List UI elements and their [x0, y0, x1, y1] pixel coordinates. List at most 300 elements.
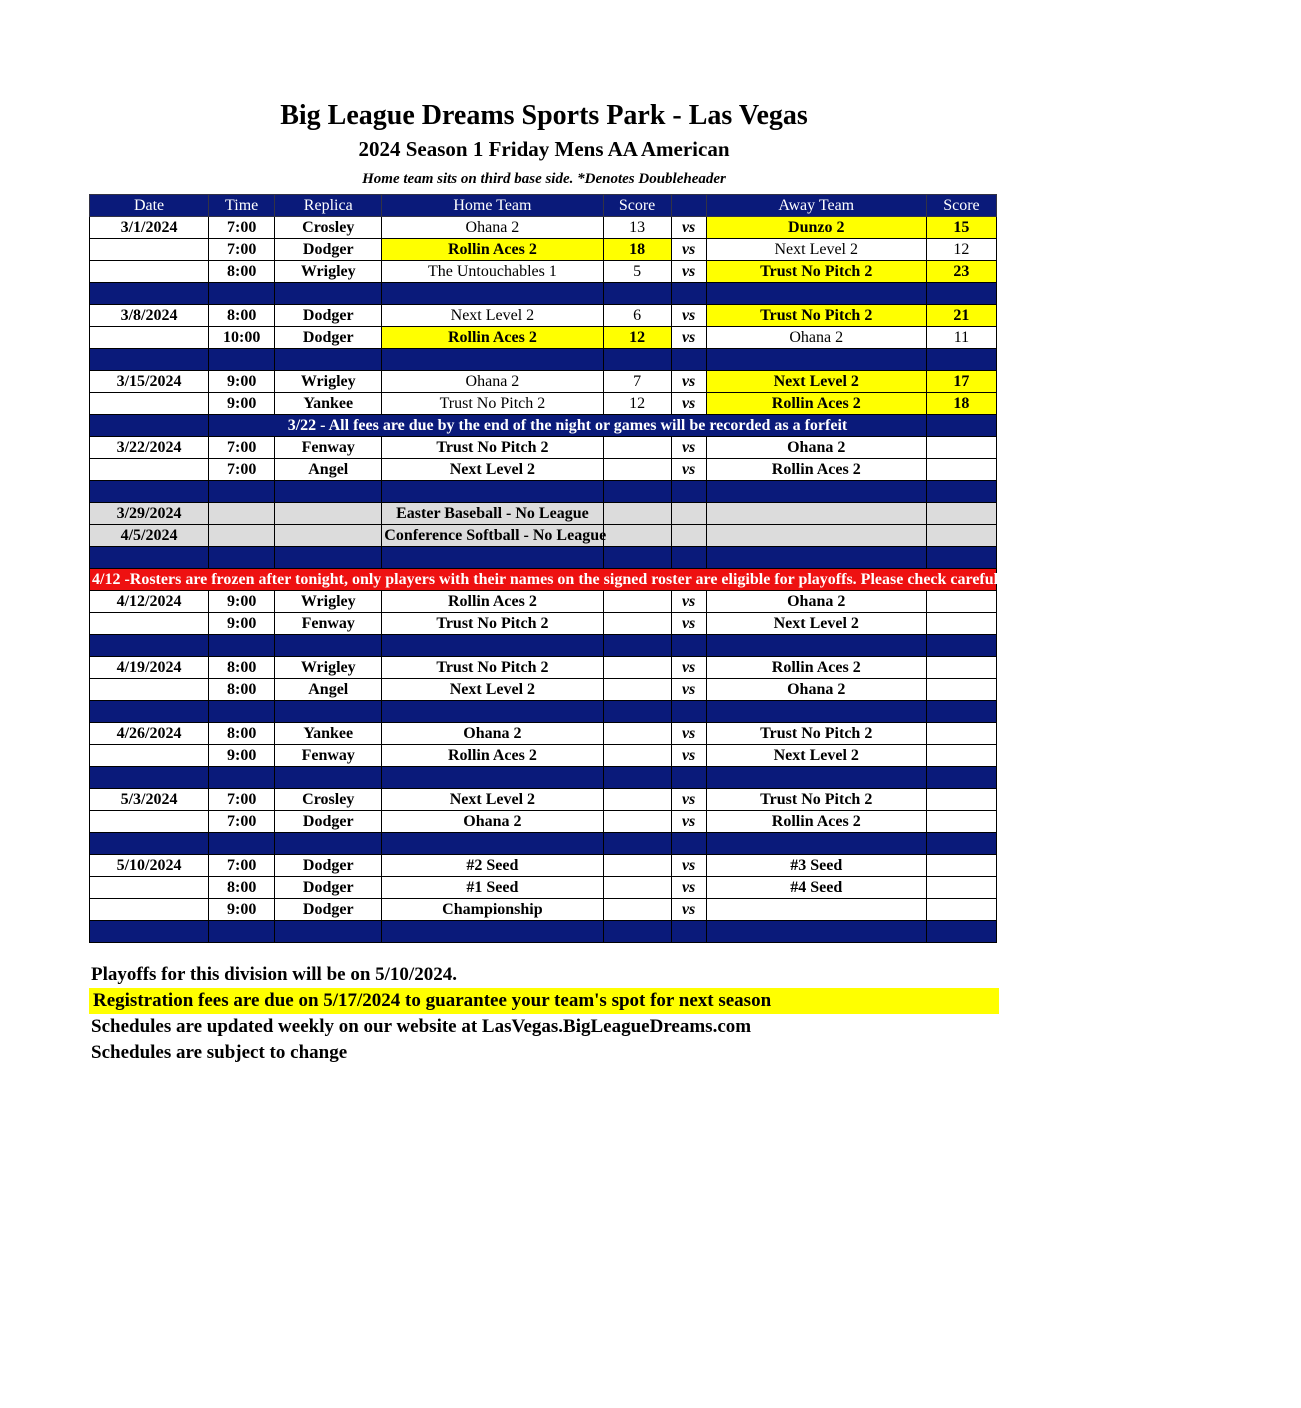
game-time: 8:00 — [209, 723, 275, 745]
separator-cell — [209, 635, 275, 657]
game-date: 3/22/2024 — [90, 437, 209, 459]
week-separator — [90, 283, 997, 305]
game-date: 3/15/2024 — [90, 371, 209, 393]
separator-cell — [275, 547, 382, 569]
game-row — [90, 459, 997, 481]
separator-cell — [603, 701, 671, 723]
separator-cell — [275, 833, 382, 855]
vs-label: vs — [671, 613, 706, 635]
page-title: Big League Dreams Sports Park - Las Vegas — [280, 100, 808, 131]
separator-cell — [926, 767, 996, 789]
separator-cell — [671, 701, 706, 723]
separator-cell — [926, 635, 996, 657]
game-date — [90, 745, 209, 767]
home-team: Next Level 2 — [382, 305, 603, 327]
away-score — [926, 877, 996, 899]
off-cell — [706, 503, 926, 525]
home-score — [603, 437, 671, 459]
col-time: Time — [209, 195, 275, 217]
separator-cell — [90, 349, 209, 371]
separator-cell — [209, 547, 275, 569]
separator-cell — [926, 921, 996, 943]
game-replica: Dodger — [275, 877, 382, 899]
game-replica: Dodger — [275, 855, 382, 877]
away-team: Rollin Aces 2 — [706, 393, 926, 415]
home-team: Ohana 2 — [382, 723, 603, 745]
notice-blank — [90, 415, 209, 437]
separator-cell — [90, 921, 209, 943]
home-score — [603, 789, 671, 811]
separator-cell — [671, 921, 706, 943]
roster-freeze-text: 4/12 -Rosters are frozen after tonight, only players with their names on the signed roster are eligible for playoffs. Please check carefully as changes will not be made for omissions. — [90, 569, 997, 591]
separator-cell — [671, 767, 706, 789]
week-separator — [90, 921, 997, 943]
game-time: 7:00 — [209, 855, 275, 877]
home-team: Trust No Pitch 2 — [382, 657, 603, 679]
home-score: 12 — [603, 393, 671, 415]
vs-label: vs — [671, 811, 706, 833]
away-team: Trust No Pitch 2 — [706, 789, 926, 811]
game-row — [90, 877, 997, 899]
game-replica: Fenway — [275, 745, 382, 767]
game-date — [90, 393, 209, 415]
separator-cell — [382, 921, 603, 943]
separator-cell — [671, 349, 706, 371]
website-note: Schedules are updated weekly on our website at LasVegas.BigLeagueDreams.com — [91, 1016, 752, 1037]
separator-cell — [706, 349, 926, 371]
separator-cell — [90, 547, 209, 569]
col-replica: Replica — [275, 195, 382, 217]
game-date — [90, 613, 209, 635]
home-score — [603, 899, 671, 921]
away-score — [926, 679, 996, 701]
home-team: Ohana 2 — [382, 811, 603, 833]
separator-cell — [603, 283, 671, 305]
vs-label: vs — [671, 371, 706, 393]
vs-label: vs — [671, 459, 706, 481]
separator-cell — [90, 283, 209, 305]
separator-cell — [706, 833, 926, 855]
away-team: Rollin Aces 2 — [706, 811, 926, 833]
separator-cell — [706, 283, 926, 305]
separator-cell — [275, 921, 382, 943]
off-cell — [275, 503, 382, 525]
home-score — [603, 811, 671, 833]
separator-cell — [926, 481, 996, 503]
home-score: 7 — [603, 371, 671, 393]
game-replica: Crosley — [275, 217, 382, 239]
separator-cell — [706, 481, 926, 503]
away-team: #4 Seed — [706, 877, 926, 899]
off-date: 3/29/2024 — [90, 503, 209, 525]
game-row — [90, 261, 997, 283]
separator-cell — [90, 767, 209, 789]
separator-cell — [603, 833, 671, 855]
header-row — [90, 195, 997, 217]
vs-label: vs — [671, 591, 706, 613]
home-team: Rollin Aces 2 — [382, 591, 603, 613]
game-date: 3/1/2024 — [90, 217, 209, 239]
away-score: 11 — [926, 327, 996, 349]
vs-label: vs — [671, 657, 706, 679]
away-score — [926, 789, 996, 811]
separator-cell — [706, 635, 926, 657]
game-row — [90, 591, 997, 613]
col-home-score: Score — [603, 195, 671, 217]
away-score — [926, 745, 996, 767]
home-score — [603, 679, 671, 701]
roster-freeze-banner — [90, 569, 997, 591]
game-replica: Crosley — [275, 789, 382, 811]
notice-text: 3/22 - All fees are due by the end of the night or games will be recorded as a forfeit — [209, 415, 927, 437]
notice-blank — [926, 415, 996, 437]
game-time: 7:00 — [209, 811, 275, 833]
game-time: 10:00 — [209, 327, 275, 349]
separator-cell — [603, 921, 671, 943]
game-time: 9:00 — [209, 371, 275, 393]
home-team: #2 Seed — [382, 855, 603, 877]
game-row — [90, 305, 997, 327]
separator-cell — [382, 635, 603, 657]
separator-cell — [706, 921, 926, 943]
separator-cell — [382, 349, 603, 371]
away-score — [926, 613, 996, 635]
away-score: 12 — [926, 239, 996, 261]
game-row — [90, 371, 997, 393]
schedule-note: Home team sits on third base side. *Denotes Doubleheader — [362, 171, 726, 187]
separator-cell — [90, 481, 209, 503]
off-cell — [275, 525, 382, 547]
separator-cell — [275, 635, 382, 657]
game-row — [90, 327, 997, 349]
game-replica: Angel — [275, 679, 382, 701]
game-row — [90, 899, 997, 921]
vs-label: vs — [671, 877, 706, 899]
schedule-body — [90, 217, 1301, 943]
game-date — [90, 459, 209, 481]
vs-label: vs — [671, 789, 706, 811]
week-separator — [90, 349, 997, 371]
away-team: Next Level 2 — [706, 239, 926, 261]
home-score — [603, 877, 671, 899]
home-team: Championship — [382, 899, 603, 921]
away-team: Trust No Pitch 2 — [706, 305, 926, 327]
home-score: 18 — [603, 239, 671, 261]
home-score — [603, 723, 671, 745]
vs-label: vs — [671, 679, 706, 701]
separator-cell — [209, 767, 275, 789]
home-score: 6 — [603, 305, 671, 327]
schedule-table — [89, 194, 1301, 943]
away-team: Ohana 2 — [706, 437, 926, 459]
away-score: 17 — [926, 371, 996, 393]
game-row — [90, 811, 997, 833]
no-league-row — [90, 525, 997, 547]
off-cell — [706, 525, 926, 547]
game-time: 8:00 — [209, 305, 275, 327]
off-cell — [671, 525, 706, 547]
home-score — [603, 657, 671, 679]
away-team: Ohana 2 — [706, 591, 926, 613]
game-row — [90, 613, 997, 635]
separator-cell — [603, 635, 671, 657]
separator-cell — [90, 833, 209, 855]
game-date — [90, 239, 209, 261]
separator-cell — [209, 349, 275, 371]
game-time: 9:00 — [209, 613, 275, 635]
game-time: 8:00 — [209, 877, 275, 899]
vs-label: vs — [671, 745, 706, 767]
vs-label: vs — [671, 855, 706, 877]
week-separator — [90, 481, 997, 503]
home-score — [603, 613, 671, 635]
away-score — [926, 591, 996, 613]
game-date — [90, 327, 209, 349]
game-replica: Dodger — [275, 327, 382, 349]
col-vs — [671, 195, 706, 217]
away-team: Dunzo 2 — [706, 217, 926, 239]
away-score — [926, 437, 996, 459]
game-replica: Dodger — [275, 811, 382, 833]
away-score — [926, 723, 996, 745]
off-cell — [926, 503, 996, 525]
separator-cell — [275, 283, 382, 305]
separator-cell — [209, 283, 275, 305]
col-home-team: Home Team — [382, 195, 603, 217]
game-row — [90, 393, 997, 415]
away-team: Trust No Pitch 2 — [706, 723, 926, 745]
separator-cell — [382, 767, 603, 789]
home-team: Next Level 2 — [382, 459, 603, 481]
away-score — [926, 657, 996, 679]
vs-label: vs — [671, 899, 706, 921]
vs-label: vs — [671, 437, 706, 459]
game-date: 4/26/2024 — [90, 723, 209, 745]
game-row — [90, 657, 997, 679]
game-time: 7:00 — [209, 789, 275, 811]
separator-cell — [603, 349, 671, 371]
no-league-row — [90, 503, 997, 525]
game-date — [90, 679, 209, 701]
home-team: Trust No Pitch 2 — [382, 613, 603, 635]
off-cell — [671, 503, 706, 525]
game-replica: Yankee — [275, 723, 382, 745]
game-replica: Wrigley — [275, 657, 382, 679]
away-team: Next Level 2 — [706, 745, 926, 767]
vs-label: vs — [671, 261, 706, 283]
home-team: Next Level 2 — [382, 789, 603, 811]
home-team: Trust No Pitch 2 — [382, 437, 603, 459]
game-time: 8:00 — [209, 657, 275, 679]
notice-row — [90, 415, 997, 437]
game-date: 3/8/2024 — [90, 305, 209, 327]
separator-cell — [382, 481, 603, 503]
game-date — [90, 877, 209, 899]
off-cell — [209, 503, 275, 525]
game-row — [90, 789, 997, 811]
away-score: 23 — [926, 261, 996, 283]
game-replica: Wrigley — [275, 371, 382, 393]
separator-cell — [706, 701, 926, 723]
away-team: Rollin Aces 2 — [706, 657, 926, 679]
game-replica: Angel — [275, 459, 382, 481]
home-team: Rollin Aces 2 — [382, 327, 603, 349]
separator-cell — [671, 833, 706, 855]
week-separator — [90, 767, 997, 789]
home-score: 5 — [603, 261, 671, 283]
vs-label: vs — [671, 305, 706, 327]
home-score — [603, 459, 671, 481]
separator-cell — [209, 833, 275, 855]
separator-cell — [603, 481, 671, 503]
off-cell — [209, 525, 275, 547]
separator-cell — [382, 833, 603, 855]
game-date: 5/10/2024 — [90, 855, 209, 877]
away-team — [706, 899, 926, 921]
home-score — [603, 855, 671, 877]
vs-label: vs — [671, 723, 706, 745]
col-away-score: Score — [926, 195, 996, 217]
game-date: 4/19/2024 — [90, 657, 209, 679]
game-time: 8:00 — [209, 679, 275, 701]
off-text: Easter Baseball - No League — [382, 503, 603, 525]
away-team: #3 Seed — [706, 855, 926, 877]
game-replica: Wrigley — [275, 591, 382, 613]
game-row — [90, 679, 997, 701]
game-replica: Dodger — [275, 239, 382, 261]
playoffs-note: Playoffs for this division will be on 5/10/2024. — [91, 964, 457, 985]
off-cell — [603, 503, 671, 525]
home-team: Rollin Aces 2 — [382, 239, 603, 261]
away-team: Trust No Pitch 2 — [706, 261, 926, 283]
game-time: 9:00 — [209, 745, 275, 767]
away-score: 21 — [926, 305, 996, 327]
vs-label: vs — [671, 239, 706, 261]
game-replica: Dodger — [275, 305, 382, 327]
game-date — [90, 261, 209, 283]
separator-cell — [275, 767, 382, 789]
off-cell — [926, 525, 996, 547]
game-time: 7:00 — [209, 459, 275, 481]
separator-cell — [275, 701, 382, 723]
vs-label: vs — [671, 393, 706, 415]
game-date: 4/12/2024 — [90, 591, 209, 613]
vs-label: vs — [671, 217, 706, 239]
away-score — [926, 811, 996, 833]
separator-cell — [275, 481, 382, 503]
game-time: 7:00 — [209, 217, 275, 239]
page-subtitle: 2024 Season 1 Friday Mens AA American — [358, 137, 730, 161]
game-row — [90, 855, 997, 877]
home-score: 13 — [603, 217, 671, 239]
home-team: Next Level 2 — [382, 679, 603, 701]
week-separator — [90, 547, 997, 569]
game-time: 8:00 — [209, 261, 275, 283]
game-row — [90, 239, 997, 261]
away-team: Next Level 2 — [706, 613, 926, 635]
game-date: 5/3/2024 — [90, 789, 209, 811]
game-row — [90, 745, 997, 767]
separator-cell — [209, 701, 275, 723]
away-score: 15 — [926, 217, 996, 239]
separator-cell — [671, 481, 706, 503]
separator-cell — [603, 767, 671, 789]
game-row — [90, 723, 997, 745]
game-time: 9:00 — [209, 899, 275, 921]
col-date: Date — [90, 195, 209, 217]
separator-cell — [382, 701, 603, 723]
separator-cell — [90, 701, 209, 723]
separator-cell — [671, 283, 706, 305]
separator-cell — [926, 547, 996, 569]
home-team: Rollin Aces 2 — [382, 745, 603, 767]
off-cell — [603, 525, 671, 547]
registration-note: Registration fees are due on 5/17/2024 to guarantee your team's spot for next season — [89, 988, 999, 1014]
home-score — [603, 745, 671, 767]
separator-cell — [926, 349, 996, 371]
separator-cell — [275, 349, 382, 371]
separator-cell — [671, 635, 706, 657]
home-team: The Untouchables 1 — [382, 261, 603, 283]
separator-cell — [209, 921, 275, 943]
game-replica: Dodger — [275, 899, 382, 921]
separator-cell — [209, 481, 275, 503]
week-separator — [90, 635, 997, 657]
col-away-team: Away Team — [706, 195, 926, 217]
home-score — [603, 591, 671, 613]
away-team: Ohana 2 — [706, 327, 926, 349]
separator-cell — [90, 635, 209, 657]
game-row — [90, 437, 997, 459]
game-replica: Fenway — [275, 613, 382, 635]
home-team: Ohana 2 — [382, 217, 603, 239]
week-separator — [90, 833, 997, 855]
separator-cell — [671, 547, 706, 569]
separator-cell — [926, 701, 996, 723]
home-team: #1 Seed — [382, 877, 603, 899]
game-replica: Wrigley — [275, 261, 382, 283]
vs-label: vs — [671, 327, 706, 349]
away-score — [926, 855, 996, 877]
game-row — [90, 217, 997, 239]
game-time: 9:00 — [209, 591, 275, 613]
away-score — [926, 899, 996, 921]
separator-cell — [926, 283, 996, 305]
separator-cell — [706, 767, 926, 789]
separator-cell — [706, 547, 926, 569]
game-time: 7:00 — [209, 239, 275, 261]
separator-cell — [382, 283, 603, 305]
separator-cell — [926, 833, 996, 855]
away-team: Ohana 2 — [706, 679, 926, 701]
separator-cell — [603, 547, 671, 569]
away-team: Next Level 2 — [706, 371, 926, 393]
separator-cell — [382, 547, 603, 569]
game-time: 9:00 — [209, 393, 275, 415]
change-note: Schedules are subject to change — [91, 1042, 348, 1063]
game-date — [90, 811, 209, 833]
home-team: Trust No Pitch 2 — [382, 393, 603, 415]
game-time: 7:00 — [209, 437, 275, 459]
game-replica: Yankee — [275, 393, 382, 415]
week-separator — [90, 701, 997, 723]
away-score: 18 — [926, 393, 996, 415]
off-text: Conference Softball - No League — [382, 525, 603, 547]
home-team: Ohana 2 — [382, 371, 603, 393]
away-team: Rollin Aces 2 — [706, 459, 926, 481]
away-score — [926, 459, 996, 481]
home-score: 12 — [603, 327, 671, 349]
